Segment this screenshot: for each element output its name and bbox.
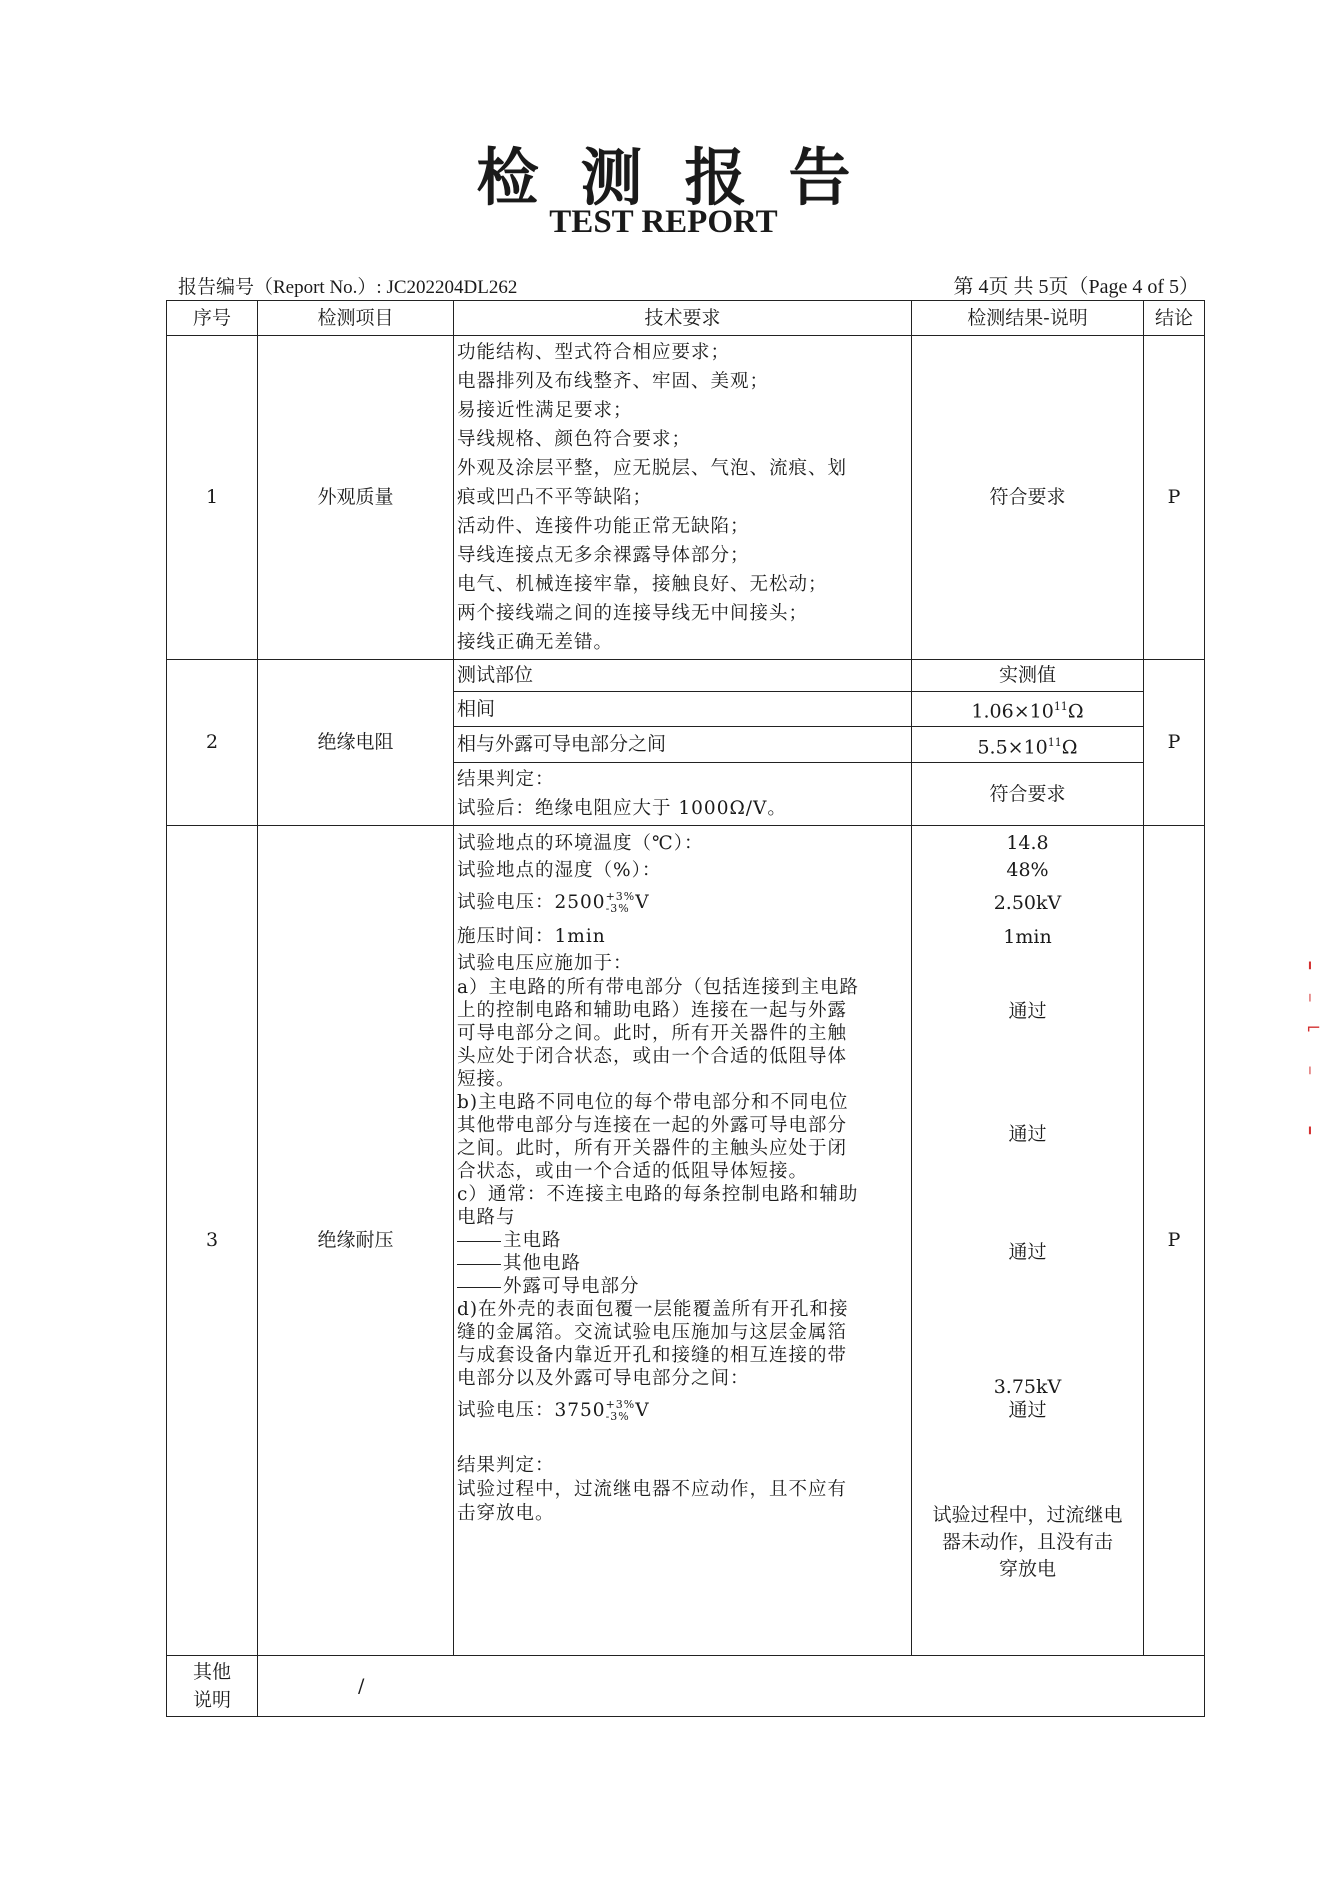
row2-judge-result: 符合要求: [912, 763, 1144, 826]
env-temp-value: 14.8: [1006, 832, 1049, 855]
report-number: 报告编号（Report No.）: JC202204DL262: [178, 277, 518, 298]
clause-a-line: 短接。: [457, 1069, 516, 1091]
requirement-line: 两个接线端之间的连接导线无中间接头；: [457, 603, 809, 624]
judge-line: 击穿放电。: [457, 1503, 555, 1525]
tol-minus: -3%: [605, 902, 630, 916]
judge-result-line: 试验过程中，过流继电: [932, 1504, 1123, 1527]
label-line: 其他: [192, 1661, 231, 1684]
report-table: [166, 300, 1205, 1717]
tol-minus: -3%: [605, 1410, 630, 1424]
clause-c-line: c）通常：不连接主电路的每条控制电路和辅助: [457, 1184, 859, 1206]
dash-mark: [457, 1264, 501, 1265]
seal-edge-mark: ╻: [1306, 955, 1314, 970]
clause-a-line: a）主电路的所有带电部分（包括连接到主电路: [457, 977, 860, 999]
voltage-value: 2.50kV: [993, 892, 1062, 915]
d-voltage-label: 试验电压：3750: [457, 1400, 606, 1422]
judge-line: 结果判定：: [457, 769, 555, 791]
row2-sub-header-left: 测试部位: [454, 660, 912, 692]
seal-edge-mark: ⌐: [1306, 1018, 1322, 1039]
tol-plus: +3%: [605, 1398, 636, 1412]
clause-d-value: 3.75kV: [993, 1376, 1062, 1399]
seal-edge-mark: ╻: [1306, 1120, 1314, 1135]
judge-result-line: 穿放电: [998, 1558, 1056, 1581]
time-label: 施压时间：1min: [457, 926, 606, 948]
clause-a-line: 头应处于闭合状态，或由一个合适的低阻导体: [457, 1046, 848, 1068]
other-notes-value: /: [258, 1656, 1205, 1717]
spacer: [912, 1422, 1143, 1502]
row2-sub-header-right: 实测值: [912, 660, 1144, 692]
col-header-conclusion: 结论: [1144, 301, 1205, 336]
dash-mark: [457, 1241, 501, 1242]
spacer: [912, 1023, 1143, 1123]
requirement-line: 外观及涂层平整，应无脱层、气泡、流痕、划: [457, 458, 848, 479]
requirement-line: 功能结构、型式符合相应要求；: [457, 342, 731, 363]
spacer: [912, 1146, 1143, 1241]
voltage-label: 试验电压：2500: [457, 892, 606, 914]
d-voltage-tolerance: [606, 1399, 636, 1423]
row3-item: 绝缘耐压: [258, 826, 454, 1656]
requirement-line: 接线正确无差错。: [457, 632, 614, 653]
unit: Ω: [1067, 700, 1084, 723]
row3-requirements: [454, 826, 912, 1656]
other-notes-row: [167, 1656, 1205, 1717]
row2-line2-right: [912, 727, 1144, 763]
row2-line1-right: [912, 692, 1144, 727]
clause-c-dash-item: [457, 1275, 908, 1298]
humidity-label: 试验地点的湿度（%）：: [457, 860, 662, 882]
clause-d-line: 缝的金属箔。交流试验电压施加与这层金属箔: [457, 1322, 848, 1344]
col-header-requirement: 技术要求: [454, 301, 912, 336]
judge-result-line: 器未动作，且没有击: [941, 1531, 1113, 1554]
value-text: 1.06×10: [971, 700, 1054, 723]
row1-item: 外观质量: [258, 336, 454, 660]
clause-a-result: 通过: [1008, 1000, 1047, 1023]
clause-c-line: 电路与: [457, 1207, 516, 1229]
judge-line: 试验过程中，过流继电器不应动作，且不应有: [457, 1479, 848, 1501]
apply-label: 试验电压应施加于：: [457, 953, 633, 975]
col-header-seq: 序号: [167, 301, 258, 336]
table-row: [167, 826, 1205, 1656]
row3-conclusion: P: [1144, 826, 1205, 1656]
clause-b-result: 通过: [1008, 1123, 1047, 1146]
exponent: 11: [1047, 735, 1062, 749]
clause-a-line: 上的控制电路和辅助电路）连接在一起与外露: [457, 1000, 848, 1022]
other-notes-label: [167, 1656, 258, 1717]
clause-c-dash-item: [457, 1252, 908, 1275]
spacer: [912, 1264, 1143, 1376]
d-voltage-label-line: [457, 1390, 908, 1432]
page-indicator: 第 4页 共 5页（Page 4 of 5）: [953, 276, 1199, 298]
report-title-cn: 检测报告: [476, 141, 893, 214]
humidity-value: 48%: [1006, 859, 1049, 882]
dash-text: 主电路: [503, 1230, 562, 1252]
requirement-line: 活动件、连接件功能正常无缺陷；: [457, 516, 750, 537]
voltage-unit: V: [635, 892, 650, 914]
requirement-line: 痕或凹凸不平等缺陷；: [457, 487, 653, 508]
clause-b-line: 合状态，或由一个合适的低阻导体短接。: [457, 1161, 809, 1183]
voltage-tolerance: [606, 891, 636, 915]
clause-a-line: 可导电部分之间。此时，所有开关器件的主触: [457, 1023, 848, 1045]
requirement-line: 易接近性满足要求；: [457, 400, 633, 421]
clause-d-result: 通过: [1008, 1399, 1047, 1422]
time-value: 1min: [1003, 926, 1052, 949]
clause-b-line: 其他带电部分与连接在一起的外露可导电部分: [457, 1115, 848, 1137]
table-row: [167, 336, 1205, 660]
col-header-item: 检测项目: [258, 301, 454, 336]
dash-text: 其他电路: [503, 1253, 582, 1275]
clause-b-line: 之间。此时，所有开关器件的主触头应处于闭: [457, 1138, 848, 1160]
report-title-en: TEST REPORT: [549, 204, 778, 240]
exponent: 11: [1053, 700, 1068, 713]
row3-seq: 3: [167, 826, 258, 1656]
clause-c-dash-item: [457, 1229, 908, 1252]
d-voltage-unit: V: [635, 1400, 650, 1422]
voltage-label-line: [457, 884, 908, 922]
row1-seq: 1: [167, 336, 258, 660]
requirement-line: 电器排列及布线整齐、牢固、美观；: [457, 371, 770, 392]
clause-d-line: 与成套设备内靠近开孔和接缝的相互连接的带: [457, 1345, 848, 1367]
env-temp-label: 试验地点的环境温度（℃）：: [457, 833, 704, 855]
value-text: 5.5×10: [977, 735, 1048, 758]
requirement-line: 电气、机械连接牢靠，接触良好、无松动；: [457, 574, 828, 595]
tol-plus: +3%: [605, 890, 636, 904]
requirement-line: 导线规格、颜色符合要求；: [457, 429, 692, 450]
row1-result: 符合要求: [912, 336, 1144, 660]
dash-text: 外露可导电部分: [503, 1276, 640, 1298]
row2-item: 绝缘电阻: [258, 660, 454, 826]
judge-line: 结果判定：: [457, 1455, 555, 1477]
col-header-result: 检测结果-说明: [912, 301, 1144, 336]
row2-judge: [454, 763, 912, 826]
clause-d-line: d)在外壳的表面包覆一层能覆盖所有开孔和接: [457, 1299, 849, 1321]
judge-line: 试验后：绝缘电阻应大于 1000Ω/V。: [457, 798, 787, 820]
clause-d-line: 电部分以及外露可导电部分之间：: [457, 1368, 750, 1390]
unit: Ω: [1061, 735, 1078, 758]
clause-c-result: 通过: [1008, 1241, 1047, 1264]
spacer: [457, 1432, 908, 1454]
row2-line1-left: 相间: [454, 692, 912, 727]
row1-conclusion: P: [1144, 336, 1205, 660]
spacer: [912, 952, 1143, 1000]
seal-edge-mark: ╵: [1306, 995, 1314, 1010]
clause-b-line: b)主电路不同电位的每个带电部分和不同电位: [457, 1092, 849, 1114]
dash-mark: [457, 1287, 501, 1288]
row2-line2-left: 相与外露可导电部分之间: [454, 727, 912, 763]
table-row: [167, 660, 1205, 692]
label-line: 说明: [192, 1689, 231, 1712]
requirement-line: 导线连接点无多余裸露导体部分；: [457, 545, 750, 566]
row2-seq: 2: [167, 660, 258, 826]
row3-results: [912, 826, 1144, 1656]
row2-conclusion: P: [1144, 660, 1205, 826]
seal-edge-mark: ╷: [1306, 1060, 1314, 1075]
row1-requirements: [454, 336, 912, 660]
table-header-row: [167, 301, 1205, 336]
